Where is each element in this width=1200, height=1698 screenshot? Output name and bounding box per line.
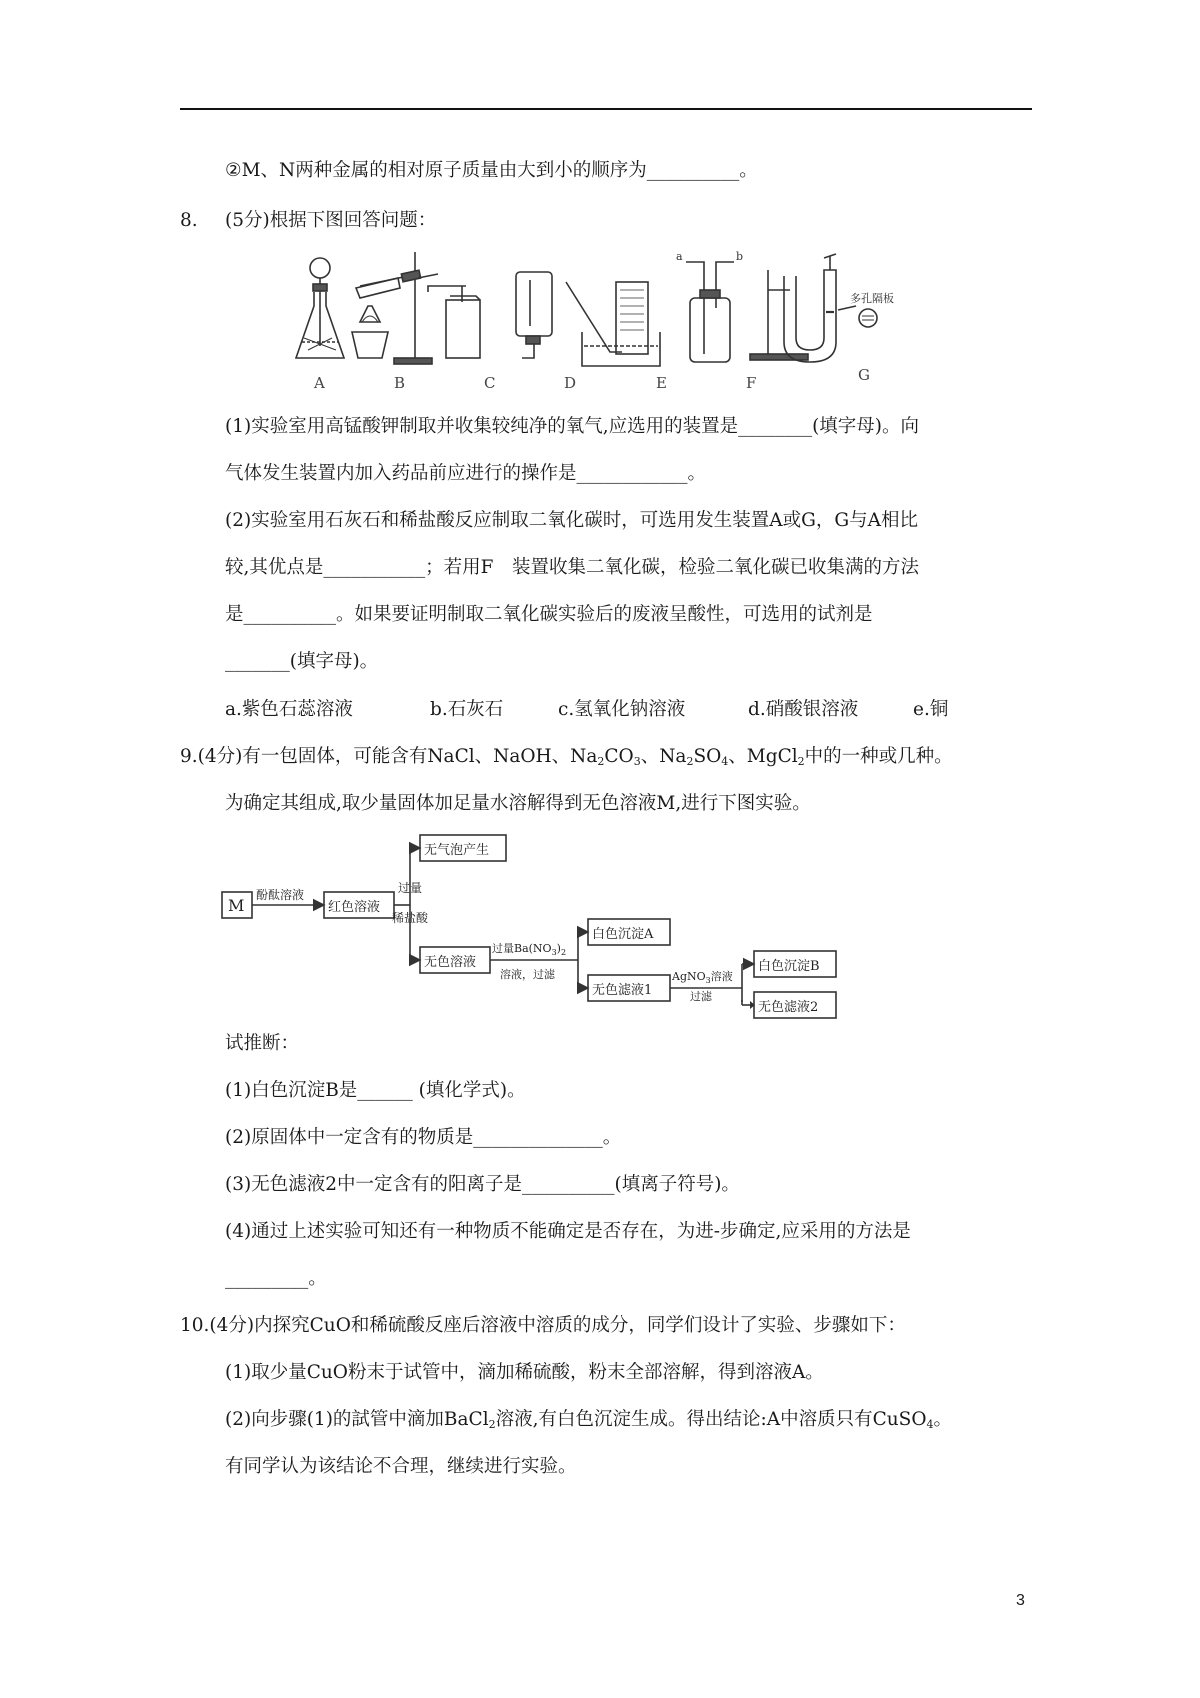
apparatus-f: [686, 262, 734, 362]
q9-line2: 为确定其组成,取少量固体加足量水溶解得到无色溶液M,进行下图实验。: [225, 793, 811, 814]
q10-step2-text: 溶液,有白色沉淀生成。得出结论:A中溶质只有CuSO: [495, 1409, 927, 1430]
label-b: B: [394, 374, 406, 392]
q9-stem: [180, 744, 953, 775]
q9-stem-text: SO: [693, 746, 722, 767]
option-d: d.硝酸银溶液: [748, 699, 859, 720]
arrow-2-bottom: 稀盐酸: [392, 911, 429, 925]
q9-sub: 2: [686, 755, 694, 768]
q10-step1: (1)取少量CuO粉末于试管中，滴加稀硫酸，粉末全部溶解，得到溶液A。: [225, 1362, 824, 1383]
box-white-precipitate-a-text: 白色沉淀A: [592, 927, 654, 942]
q8-part2-line1: (2)实验室用石灰石和稀盐酸反应制取二氧化碳时，可选用发生装置A或G，G与A相比: [225, 510, 918, 531]
q9-infer: 试推断：: [225, 1033, 300, 1054]
label-c: C: [484, 374, 496, 392]
apparatus-b: [352, 252, 438, 364]
apparatus-figure: [290, 246, 940, 394]
apparatus-c: [428, 286, 480, 358]
arrow-3-bottom: 溶液，过滤: [500, 968, 555, 981]
apparatus-d: [516, 272, 552, 358]
q9-sub: 2: [597, 755, 605, 768]
arrow-3-top: [492, 941, 566, 957]
q10-step2: [225, 1407, 952, 1438]
header-rule: [180, 108, 1032, 110]
box-no-bubble-text: 无气泡产生: [424, 843, 490, 858]
q10-sub: 2: [488, 1418, 496, 1431]
q9-sub1: (1)白色沉淀B是______ (填化学式)。: [225, 1080, 526, 1101]
q9-sub: 3: [633, 755, 641, 768]
q9-sub: 2: [797, 755, 805, 768]
arrow-3-sub: 2: [560, 948, 567, 957]
arrow-4-top: [671, 969, 733, 985]
arrow-4-text: 溶液: [710, 970, 733, 983]
q8-options: [225, 697, 948, 723]
arrow-4-bottom: 过滤: [690, 990, 712, 1002]
box-filtrate-2-text: 无色滤液2: [758, 1000, 819, 1015]
f-label-b: b: [736, 250, 744, 263]
q8-part2-line4: _______(填字母)。: [225, 651, 379, 672]
arrow-1-label: 酚酞溶液: [256, 888, 305, 902]
q10-step3: 有同学认为该结论不合理，继续进行实验。: [225, 1456, 577, 1477]
q8-part1-line2: 气体发生装置内加入药品前应进行的操作是____________。: [225, 463, 707, 484]
q9-sub3: (3)无色滤液2中一定含有的阳离子是__________(填离子符号)。: [225, 1174, 740, 1195]
q8-number: 8.: [180, 210, 198, 231]
q9-sub: 4: [721, 755, 729, 768]
q9-stem-text: 9.(4分)有一包固体，可能含有NaCl、NaOH、Na: [180, 746, 598, 767]
q10-sub: 4: [926, 1418, 934, 1431]
q8-part1-line1: (1)实验室用高锰酸钾制取并收集较纯净的氧气,应选用的装置是________(填字母)。向: [225, 416, 920, 437]
arrow-4-text: AgNO: [672, 970, 706, 983]
q9-sub4-line2: _________。: [225, 1268, 327, 1289]
box-colorless-solution-text: 无色溶液: [424, 955, 477, 970]
label-f: F: [746, 374, 757, 392]
g-porous-plate-label: 多孔隔板: [850, 292, 894, 305]
apparatus-g: [750, 254, 877, 362]
q9-sub2: (2)原固体中一定含有的物质是______________。: [225, 1127, 622, 1148]
q9-stem-text: 、Na: [640, 746, 687, 767]
arrow-3-text: ): [556, 942, 561, 955]
q10-step2-text: 。: [933, 1409, 953, 1430]
flow-diagram: [220, 822, 920, 1002]
q7-tail: ②M、N两种金属的相对原子质量由大到小的顺序为__________。: [225, 160, 758, 181]
arrow-2-top: 过量: [398, 881, 423, 895]
label-g: G: [858, 366, 870, 384]
q9-sub4-line1: (4)通过上述实验可知还有一种物质不能确定是否存在，为进-步确定,应采用的方法是: [225, 1221, 911, 1242]
label-a: A: [314, 374, 325, 392]
option-c: c.氢氧化钠溶液: [558, 699, 686, 720]
label-e: E: [656, 374, 667, 392]
box-filtrate-1-text: 无色滤液1: [592, 983, 653, 998]
arrow-3-text: 过量Ba(NO: [492, 942, 552, 955]
arrow-4-sub: 3: [705, 976, 711, 985]
box-m-text: M: [228, 896, 245, 915]
q9-stem-text: CO: [604, 746, 634, 767]
q8-part2-line2: 较,其优点是___________；若用F 装置收集二氧化碳，检验二氧化碳已收集满的方法: [225, 557, 919, 578]
f-label-a: a: [676, 250, 683, 263]
q8-part2-line3: 是__________。如果要证明制取二氧化碳实验后的废液呈酸性，可选用的试剂是: [225, 604, 873, 625]
q10-step2-text: (2)向步骤(1)的試管中滴加BaCl: [225, 1409, 489, 1430]
arrow-to-filtrate-2: [740, 1000, 756, 1016]
q10-stem: 10.(4分)内探究CuO和稀硫酸反座后溶液中溶质的成分，同学们设计了实验、步骤如下：: [180, 1315, 906, 1336]
arrow-3-sub: 3: [551, 948, 557, 957]
page-number: 3: [1016, 1592, 1025, 1609]
apparatus-a: [296, 258, 344, 358]
q9-stem-text: 中的一种或几种。: [804, 746, 953, 767]
q9-stem-text: 、MgCl: [728, 746, 798, 767]
box-white-precipitate-b-text: 白色沉淀B: [758, 959, 820, 974]
box-red-solution-text: 红色溶液: [328, 900, 381, 915]
option-b: b.石灰石: [430, 699, 504, 720]
apparatus-e: [566, 282, 660, 366]
option-a: a.紫色石蕊溶液: [225, 699, 353, 720]
label-d: D: [564, 374, 577, 392]
option-e: e.铜: [913, 699, 949, 720]
q8-stem: (5分)根据下图回答问题：: [225, 210, 437, 231]
